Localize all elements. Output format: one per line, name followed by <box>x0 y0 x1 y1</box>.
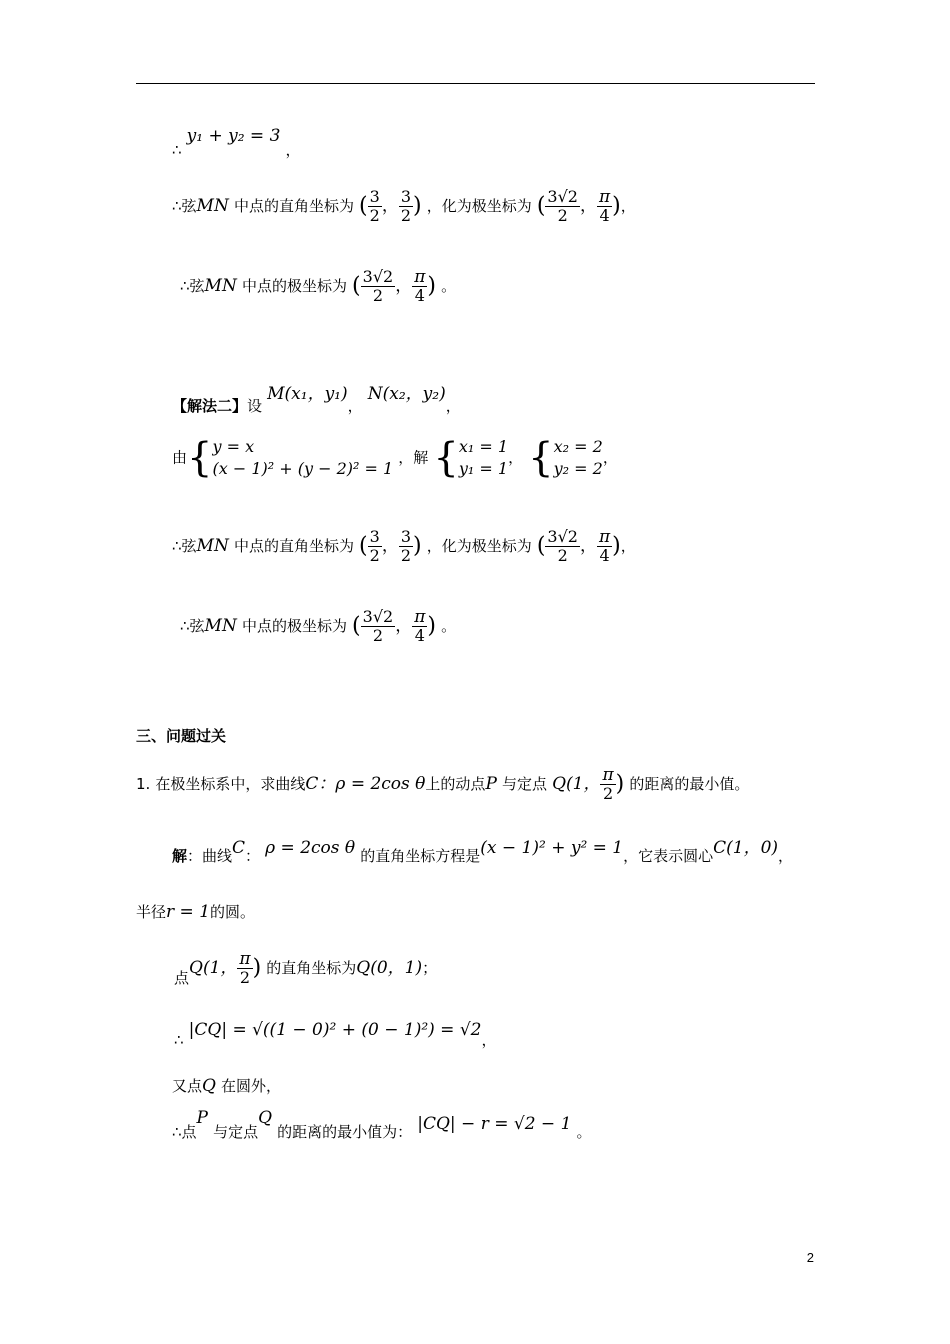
solution-line-3: 点Q(1， $\frac{\pi}{2}$ ) 的直角坐标为Q(0，1)； <box>174 949 438 987</box>
solution-2: x₂ = 2 y₂ = 2 <box>553 437 603 478</box>
header-rule <box>136 83 815 84</box>
text-mid: 中点的极坐标为 <box>241 277 347 295</box>
chord-mn: MN <box>196 196 229 216</box>
frac-theta: $\frac{\pi}{4}$ <box>598 187 611 225</box>
solution-line-5: 又点Q 在圆外， <box>172 1076 282 1096</box>
problem-number: 1. <box>136 775 151 793</box>
chord-mn: MN <box>204 276 237 296</box>
method2-label: 【解法二】 <box>172 397 248 415</box>
text-mid: 中点的直角坐标为 <box>233 197 354 215</box>
section-heading: 三、问题过关 <box>136 727 227 745</box>
line-midpoint-rect-2: ∴弦MN 中点的直角坐标为 ( $\frac{3}{2}$ ， $\frac{3}{2}$ ) ，化为极坐标为 ( $\frac{3√2}{2}$ ， $\frac{\pi}{4}$ )， <box>172 527 636 565</box>
page-number: 2 <box>806 1250 814 1265</box>
line-midpoint-rect: ∴弦MN 中点的直角坐标为 ( $\frac{3}{2}$ ， $\frac{3}{2}$ ) ，化为极坐标为 ( $\frac{3√2}{2}$ ， $\frac{\pi}{4}$ )， <box>172 187 636 225</box>
line-midpoint-polar: ∴弦MN 中点的极坐标为 ( $\frac{3√2}{2}$ ， $\frac{\pi}{4}$ ) 。 <box>180 267 457 305</box>
line-method2: 【解法二】设 M(x₁，y₁)， N(x₂，y₂)， <box>172 384 461 415</box>
problem-1: 1. 在极坐标系中，求曲线C：ρ = 2cos θ上的动点P 与定点 Q(1， $\frac{\pi}{2}$ ) 的距离的最小值。 <box>136 765 750 803</box>
point-m: M(x₁，y₁) <box>267 384 348 404</box>
solution-line-6: ∴点P 与定点Q 的距离的最小值为： |CQ| − r = √2 − 1 。 <box>172 1108 592 1141</box>
line-sum <box>172 126 301 159</box>
text-prefix: ∴弦 <box>180 277 205 295</box>
point-n: N(x₂，y₂) <box>367 384 446 404</box>
distance-cq: |CQ| = √((1 − 0)² + (0 − 1)²) = √2 <box>188 1020 482 1040</box>
solution-1: x₁ = 1 y₁ = 1 <box>458 437 509 478</box>
line-system: 由{ y = x (x − 1)² + (y − 2)² = 1 ，解 { x₁ = 1 y₁ = 1 ， { x₂ = 2 y₂ = 2 ， <box>172 435 618 481</box>
text-convert: ，化为极坐标为 <box>426 197 532 215</box>
frac-r: $\frac{3√2}{2}$ <box>547 187 578 225</box>
punct: ， <box>285 141 301 159</box>
therefore-symbol: ∴ <box>172 141 182 159</box>
curve-equation: C：ρ = 2cos θ <box>305 774 426 794</box>
sum-equation: y₁ + y₂ = 3 <box>186 126 281 146</box>
solution-label: 解 <box>172 847 188 865</box>
frac-y: $\frac{3}{2}$ <box>400 187 412 225</box>
solution-line-2: 半径r = 1的圆。 <box>136 902 256 922</box>
text-prefix: ∴弦 <box>172 197 197 215</box>
frac-x: $\frac{3}{2}$ <box>369 187 380 225</box>
solution-line-4: ∴ |CQ| = √((1 − 0)² + (0 − 1)²) = √2， <box>174 1020 497 1049</box>
final-answer: |CQ| − r = √2 − 1 <box>417 1114 572 1134</box>
frac-r: $\frac{3√2}{2}$ <box>362 267 394 305</box>
equation-system: y = x (x − 1)² + (y − 2)² = 1 <box>212 437 394 478</box>
text-by: 由 <box>172 448 188 467</box>
frac-theta: $\frac{\pi}{4}$ <box>414 267 426 305</box>
line-midpoint-polar-2: ∴弦MN 中点的极坐标为 ( $\frac{3√2}{2}$ ， $\frac{\pi}{4}$ ) 。 <box>180 607 457 645</box>
solution-line-1: 解：曲线C： ρ = 2cos θ 的直角坐标方程是(x − 1)² + y² = 1，它表示圆心C(1，0)， <box>172 838 794 865</box>
